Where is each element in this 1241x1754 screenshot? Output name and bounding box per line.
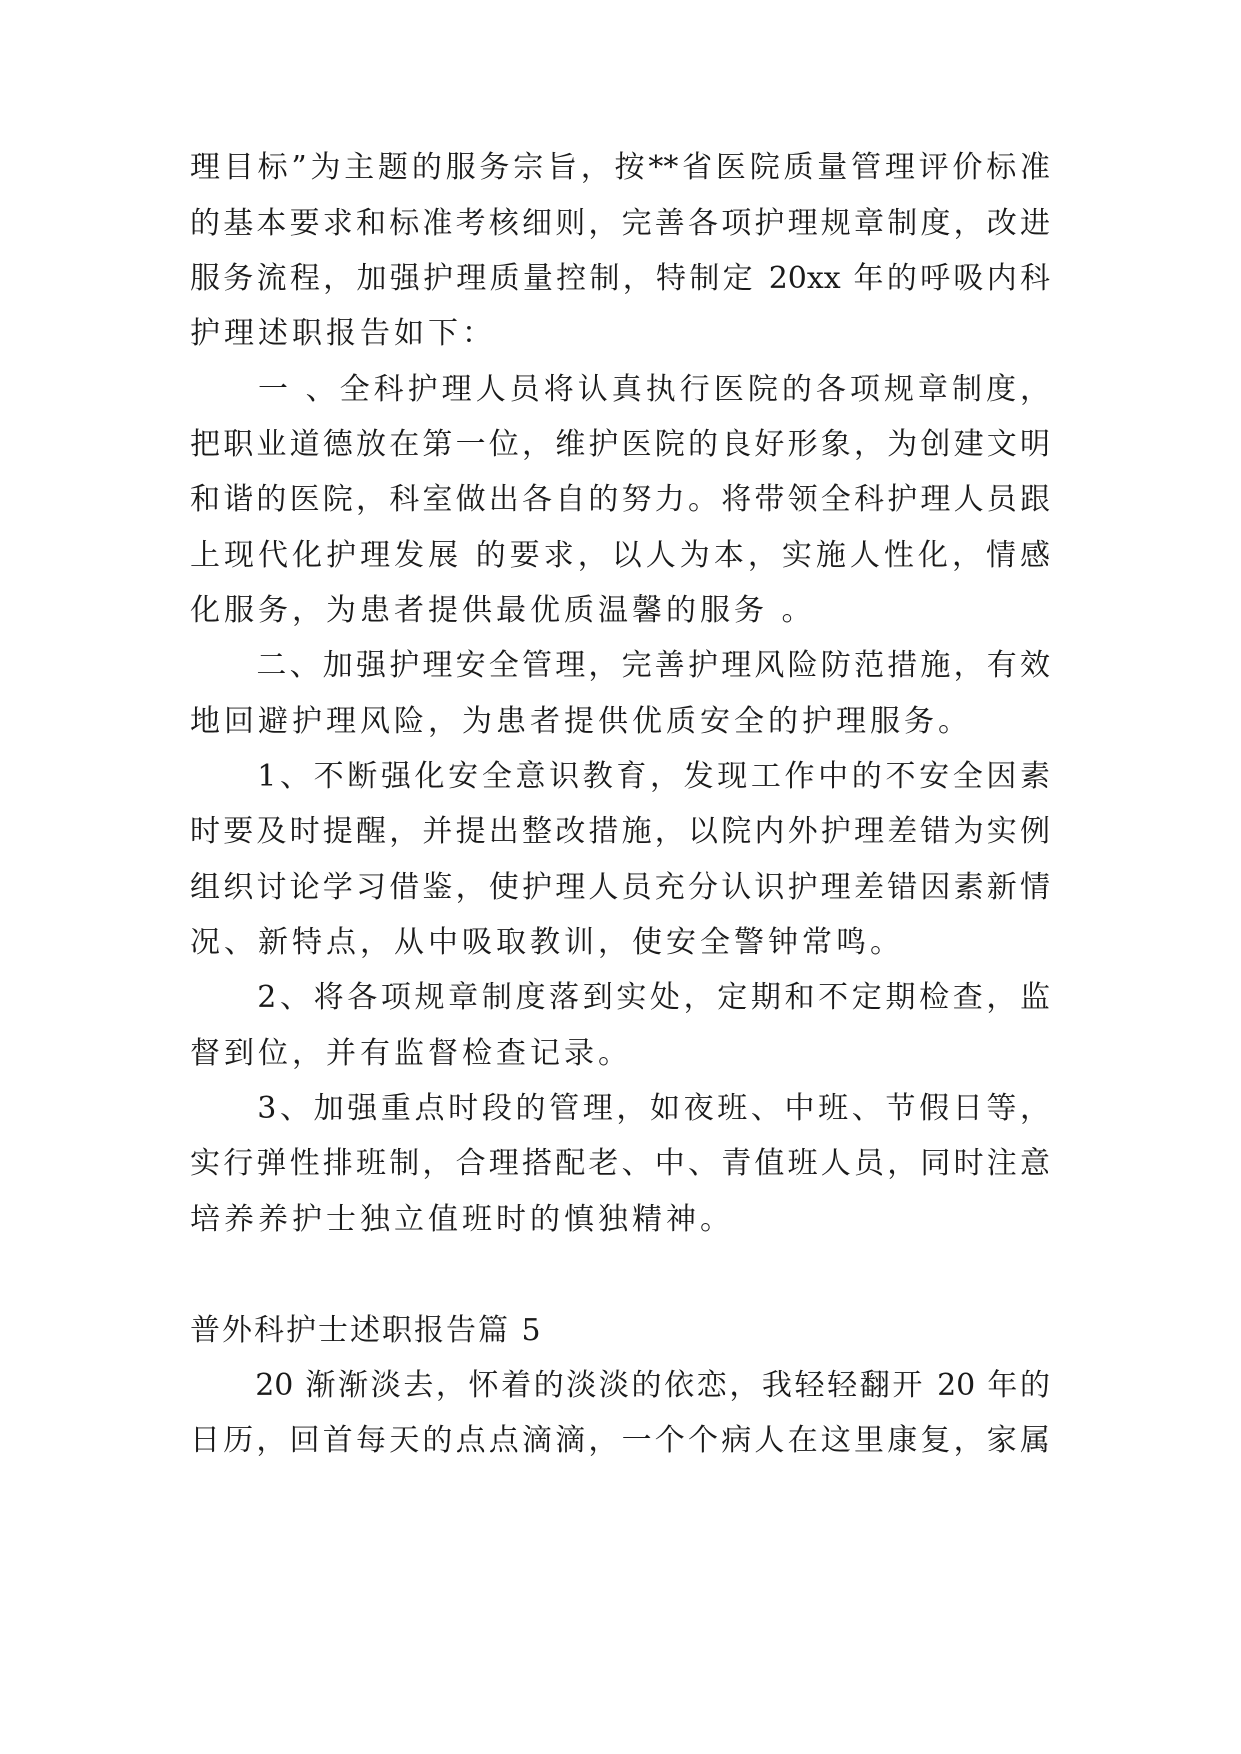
paragraph-line: 一 、全科护理人员将认真执行医院的各项规章制度，	[190, 372, 1050, 407]
paragraph-line: 把职业道德放在第一位，维护医院的良好形象，为创建文明	[190, 427, 1050, 462]
paragraph-line: 组织讨论学习借鉴，使护理人员充分认识护理差错因素新情	[190, 870, 1050, 905]
paragraph-line: 护理述职报告如下：	[190, 316, 496, 351]
paragraph-line: 上现代化护理发展 的要求，以人为本，实施人性化，情感	[190, 538, 1050, 573]
section-heading: 普外科护士述职报告篇 5	[190, 1313, 543, 1348]
paragraph-line: 1、不断强化安全意识教育，发现工作中的不安全因素	[190, 759, 1050, 794]
paragraph-line: 培养养护士独立值班时的慎独精神。	[190, 1202, 734, 1237]
paragraph-line: 服务流程，加强护理质量控制，特制定 20xx 年的呼吸内科	[190, 261, 1050, 296]
paragraph-line: 的基本要求和标准考核细则，完善各项护理规章制度，改进	[190, 206, 1050, 241]
paragraph-line: 地回避护理风险，为患者提供优质安全的护理服务。	[190, 704, 972, 739]
paragraph-line: 况、新特点，从中吸取教训，使安全警钟常鸣。	[190, 925, 904, 960]
paragraph-line: 二、加强护理安全管理，完善护理风险防范措施，有效	[190, 648, 1050, 683]
paragraph-line: 实行弹性排班制，合理搭配老、中、青值班人员，同时注意	[190, 1146, 1050, 1181]
paragraph-line: 时要及时提醒，并提出整改措施，以院内外护理差错为实例	[190, 814, 1050, 849]
paragraph-line: 理目标”为主题的服务宗旨，按**省医院质量管理评价标准	[190, 150, 1050, 185]
paragraph-line: 3、加强重点时段的管理，如夜班、中班、节假日等，	[190, 1091, 1050, 1126]
paragraph-line: 20 渐渐淡去，怀着的淡淡的依恋，我轻轻翻开 20 年的	[190, 1368, 1050, 1403]
paragraph-line: 日历，回首每天的点点滴滴，一个个病人在这里康复，家属	[190, 1423, 1050, 1458]
paragraph-line: 化服务，为患者提供最优质温馨的服务 。	[190, 593, 816, 628]
paragraph-line: 督到位，并有监督检查记录。	[190, 1036, 632, 1071]
paragraph-line: 和谐的医院，科室做出各自的努力。将带领全科护理人员跟	[190, 482, 1050, 517]
paragraph-line: 2、将各项规章制度落到实处，定期和不定期检查，监	[190, 980, 1050, 1015]
